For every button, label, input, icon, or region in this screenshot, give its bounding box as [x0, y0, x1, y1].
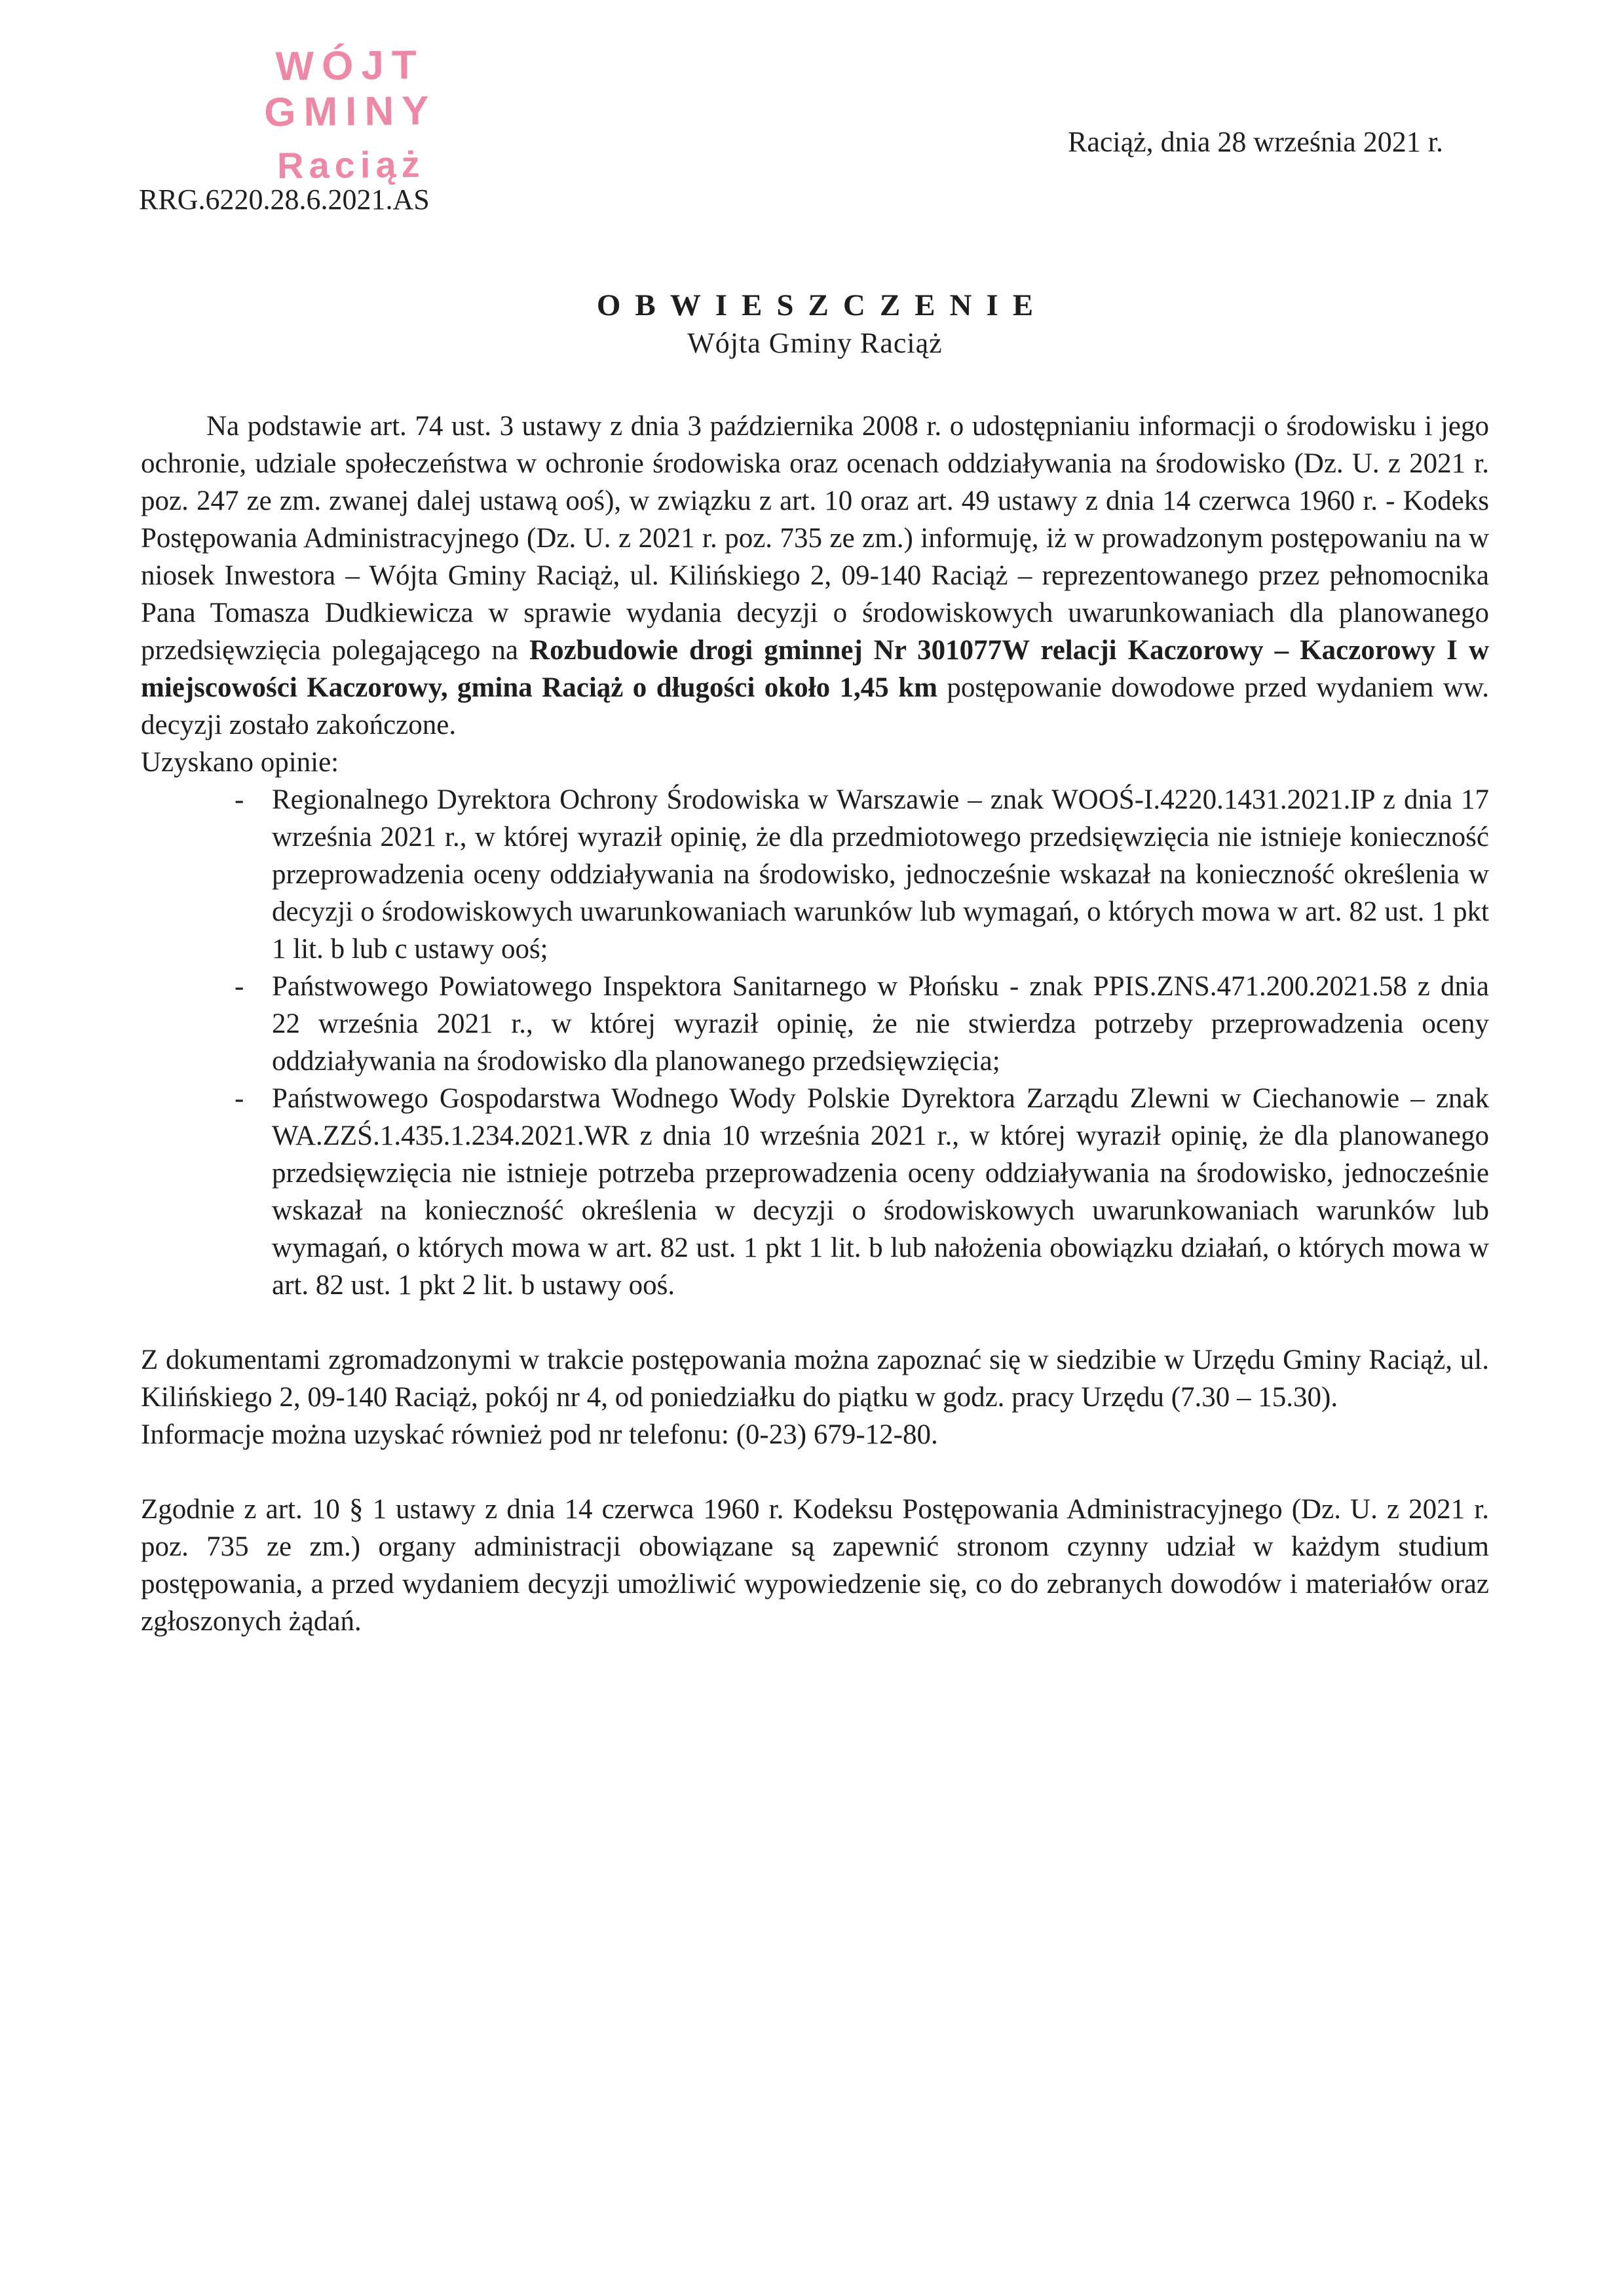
phone-info-line: Informacje można uzyskać również pod nr telefonu: (0-23) 679-12-80. — [141, 1419, 938, 1450]
opinion-item-text: Państwowego Gospodarstwa Wodnego Wody Polskie Dyrektora Zarządu Zlewni w Ciechanowie – znak WA.ZZŚ.1.435.1.234.2021.WR z dnia 10 września 2021 r., w której wyraził opinię, że dla planowanego przedsięwzięcia nie istnieje potrzeba przeprowadzenia oceny oddziaływania na środowisko, jednocześnie wskazał na konieczność określenia w decyzji o środowiskowych uwarunkowaniach warunków lub wymagań, o których mowa w art. 82 ust. 1 pkt 1 lit. b lub nałożenia obowiązku działań, o których mowa w art. 82 ust. 1 pkt 2 lit. b ustawy ooś. — [272, 1083, 1489, 1301]
opinion-item-text: Państwowego Powiatowego Inspektora Sanitarnego w Płońsku - znak PPIS.ZNS.471.200.2021.58 z dnia 22 września 2021 r., w której wyraził opinię, że nie stwierdza potrzeby przeprowadzenia oceny oddziaływania na środowisko dla planowanego przedsięwzięcia; — [272, 971, 1489, 1077]
reference-number: RRG.6220.28.6.2021.AS — [139, 183, 430, 216]
stamp-line-1: WÓJT GMINY — [263, 42, 437, 136]
opinion-item — [235, 1080, 1489, 1304]
opinions-list — [141, 781, 1489, 1304]
legal-segment-regular-2: postępowanie dowodowe przed wydaniem ww. decyzji zostało zakończone. — [141, 672, 1489, 740]
date-line: Raciąż, dnia 28 września 2021 r. — [1067, 126, 1443, 158]
kpa-paragraph: Zgodnie z art. 10 § 1 ustawy z dnia 14 czerwca 1960 r. Kodeksu Postępowania Administracyjnego (Dz. U. z 2021 r. poz. 735 ze zm.) organy administracji obowiązane są zapewnić stronom czynny udział w każdym studium postępowania, a przed wydaniem decyzji umożliwić wypowiedzenie się, co do zebranych dowodów i materiałów oraz zgłoszonych żądań. — [141, 1494, 1489, 1637]
legal-segment-regular-1: Na podstawie art. 74 ust. 3 ustawy z dnia 3 października 2008 r. o udostępnianiu informacji o środowisku i jego ochronie, udziale społeczeństwa w ochronie środowiska oraz ocenach oddziaływania na środowisko (Dz. U. z 2021 r. poz. 247 ze zm. zwanej dalej ustawą ooś), w związku z art. 10 oraz art. 49 ustawy z dnia 14 czerwca 1960 r. - Kodeks Postępowania Administracyjnego (Dz. U. z 2021 r. poz. 735 ze zm.) informuję, iż w prowadzonym postępowaniu na w niosek Inwestora – Wójta Gminy Raciąż, ul. Kilińskiego 2, 09-140 Raciąż – reprezentowanego przez pełnomocnika Pana Tomasza Dudkiewicza w sprawie wydania decyzji o środowiskowych uwarunkowaniach dla planowanego przedsięwzięcia polegającego na — [141, 411, 1489, 666]
official-stamp — [193, 41, 508, 187]
document-subtitle: Wójta Gminy Raciąż — [687, 327, 943, 359]
bullet-marker: - — [235, 784, 244, 815]
legal-segment-bold-project-name: Rozbudowie drogi gminnej Nr 301077W relacji Kaczorowy – Kaczorowy I w miejscowości Kaczorowy, gmina Raciąż o długości około 1,45 km — [141, 635, 1489, 703]
documents-access-paragraph: Z dokumentami zgromadzonymi w trakcie postępowania można zapoznać się w siedzibie w Urzędu Gminy Raciąż, ul. Kilińskiego 2, 09-140 Raciąż, pokój nr 4, od poniedziałku do piątku w godz. pracy Urzędu (7.30 – 15.30). — [141, 1345, 1489, 1413]
legal-basis-paragraph — [141, 408, 1489, 744]
opinion-item-text: Regionalnego Dyrektora Ochrony Środowiska w Warszawie – znak WOOŚ-I.4220.1431.2021.IP z dnia 17 września 2021 r., w której wyraził opinię, że dla przedmiotowego przedsięwzięcia nie istnieje konieczność przeprowadzenia oceny oddziaływania na środowisko, jednocześnie wskazał na konieczność określenia w decyzji o środowiskowych uwarunkowaniach warunków lub wymagań, o których mowa w art. 82 ust. 1 pkt 1 lit. b lub c ustawy ooś; — [272, 784, 1489, 965]
bullet-marker: - — [235, 971, 244, 1002]
stamp-line-2: Raciąż — [276, 143, 425, 187]
opinions-intro: Uzyskano opinie: — [141, 747, 339, 778]
bullet-marker: - — [235, 1083, 244, 1114]
document-body — [141, 287, 1489, 1640]
document-title: OBWIESZCZENIE — [596, 288, 1048, 322]
opinion-item — [235, 968, 1489, 1080]
opinion-item — [235, 781, 1489, 968]
